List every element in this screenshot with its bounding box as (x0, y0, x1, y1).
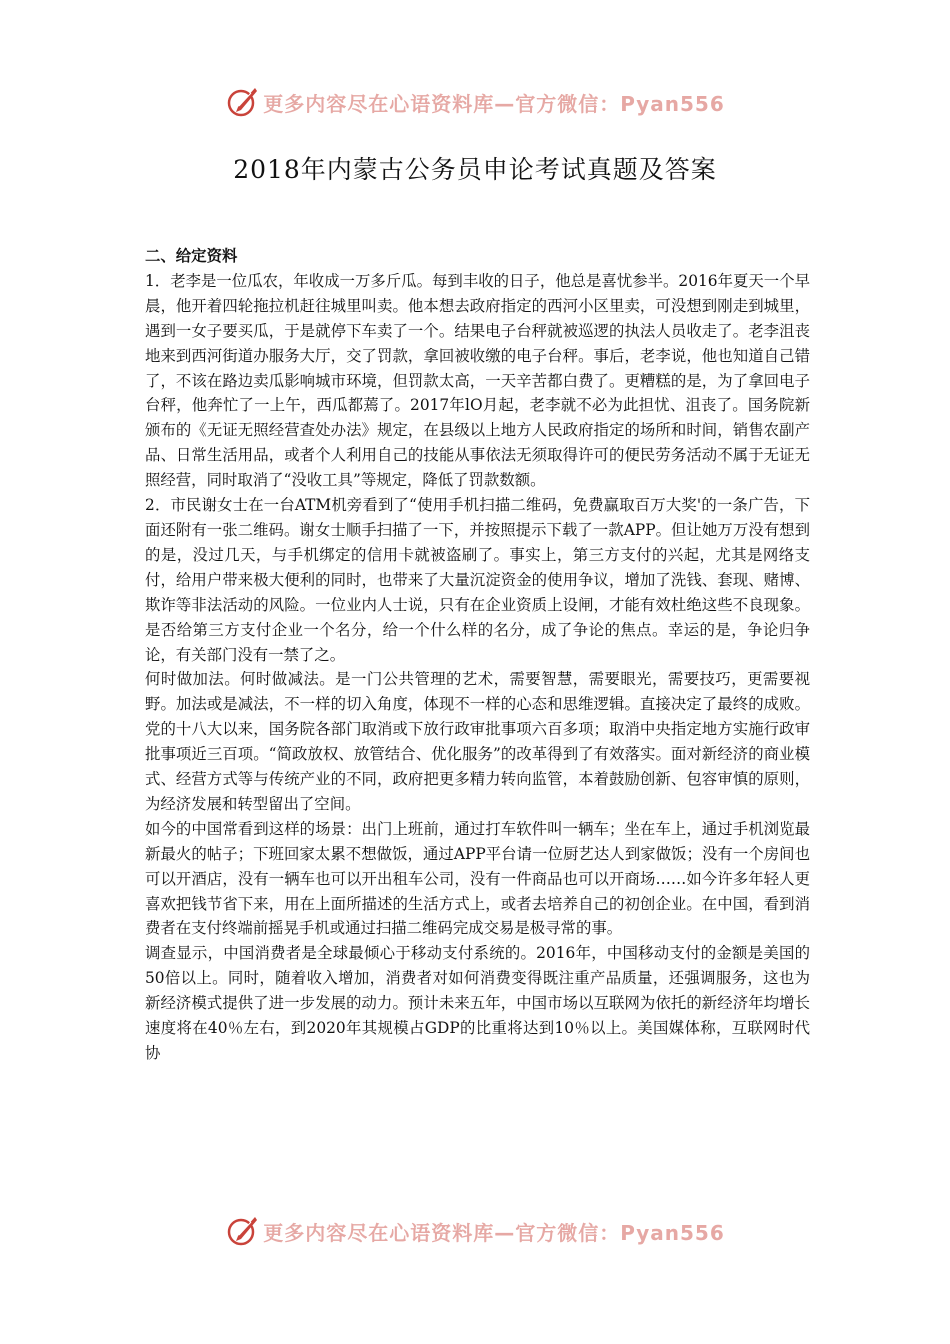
watermark-banner-top (0, 82, 950, 122)
paragraph-3: 何时做加法。何时做减法。是一门公共管理的艺术，需要智慧，需要眼光，需要技巧，更需要视野。加法或是减法，不一样的切入角度，体现不一样的心态和思维逻辑。直接决定了最终的成败。党的十八大以来，国务院各部门取消或下放行政审批事项六百多项；取消中央指定地方实施行政审批事项近三百项。“简政放权、放管结合、优化服务”的改革得到了有效落实。面对新经济的商业模式、经营方式等与传统产业的不同，政府把更多精力转向监管，本着鼓励创新、包容审慎的原则，为经济发展和转型留出了空间。 (145, 670, 810, 813)
paragraph-1: 1．老李是一位瓜农，年收成一万多斤瓜。每到丰收的日子，他总是喜忧参半。2016年夏天一个早晨，他开着四轮拖拉机赶往城里叫卖。他本想去政府指定的西河小区里卖，可没想到刚走到城里，遇到一女子要买瓜，于是就停下车卖了一个。结果电子台秤就被巡逻的执法人员收走了。老李沮丧地来到西河街道办服务大厅，交了罚款，拿回被收缴的电子台秤。事后，老李说，他也知道自己错了，不该在路边卖瓜影响城市环境，但罚款太高，一天辛苦都白费了。更糟糕的是，为了拿回电子台秤，他奔忙了一上午，西瓜都蔫了。2017年lO月起，老李就不必为此担忧、沮丧了。国务院新颁布的《无证无照经营查处办法》规定，在县级以上地方人民政府指定的场所和时间，销售农副产品、日常生活用品，或者个人利用自己的技能从事依法无须取得许可的便民劳务活动不属于无证无照经营，同时取消了“没收工具”等规定，降低了罚款数额。 (145, 271, 810, 490)
watermark-text: 更多内容尽在心语资料库—官方微信：Pyan556 (263, 91, 725, 116)
watermark-banner-bottom (0, 1211, 950, 1251)
quill-pen-circle-logo-icon (225, 85, 259, 119)
document-title: 2018年内蒙古公务员申论考试真题及答案 (233, 155, 717, 184)
paragraph-2: 2．市民谢女士在一台ATM机旁看到了“使用手机扫描二维码，免费赢取百万大奖'的一条广告，下面还附有一张二维码。谢女士顺手扫描了一下，并按照提示下载了一款APP。但让她万万没有想到的是，没过几天，与手机绑定的信用卡就被盗刷了。事实上，第三方支付的兴起，尤其是网络支付，给用户带来极大便利的同时，也带来了大量沉淀资金的使用争议，增加了洗钱、套现、赌博、欺诈等非法活动的风险。一位业内人士说，只有在企业资质上设闸，才能有效杜绝这些不良现象。是否给第三方支付企业一个名分，给一个什么样的名分，成了争论的焦点。幸运的是，争论归争论，有关部门没有一禁了之。 (145, 496, 810, 664)
paragraph-4: 如今的中国常看到这样的场景：出门上班前，通过打车软件叫一辆车；坐在车上，通过手机浏览最新最火的帖子；下班回家太累不想做饭，通过APP平台请一位厨艺达人到家做饭；没有一个房间也可以开酒店，没有一辆车也可以开出租车公司，没有一件商品也可以开商场……如今许多年轻人更喜欢把钱节省下来，用在上面所描述的生活方式上，或者去培养自己的初创企业。在中国，看到消费者在支付终端前摇晃手机或通过扫描二维码完成交易是极寻常的事。 (145, 819, 810, 938)
section-heading: 二、给定资料 (145, 247, 238, 265)
quill-pen-circle-logo-icon (225, 1214, 259, 1248)
watermark-text: 更多内容尽在心语资料库—官方微信：Pyan556 (263, 1220, 725, 1245)
document-body (145, 244, 810, 1066)
paragraph-5: 调查显示，中国消费者是全球最倾心于移动支付系统的。2016年，中国移动支付的金额是美国的50倍以上。同时，随着收入增加，消费者对如何消费变得既注重产品质量，还强调服务，这也为新经济模式提供了进一步发展的动力。预计未来五年，中国市场以互联网为依托的新经济年均增长速度将在40％左右，到2020年其规模占GDP的比重将达到10％以上。美国媒体称，互联网时代协 (145, 944, 810, 1062)
